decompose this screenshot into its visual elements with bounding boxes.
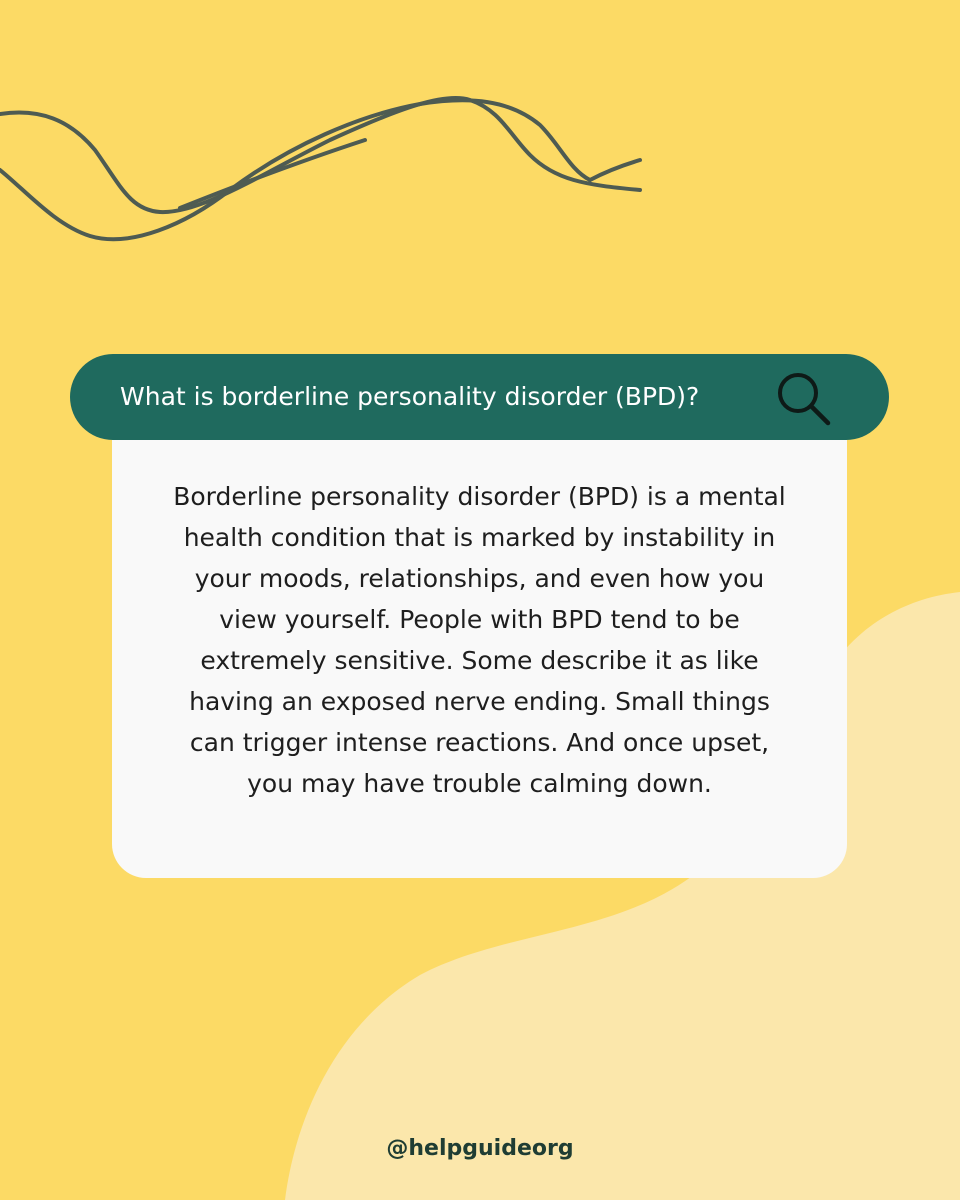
squiggle-lines xyxy=(0,98,640,239)
search-query-text: What is borderline personality disorder (BPD)? xyxy=(120,382,700,411)
search-bar[interactable] xyxy=(70,354,889,440)
answer-text: Borderline personality disorder (BPD) is a mental health condition that is marked by instability in your moods, relationships, and even how you view yourself. People with BPD tend to be extremely sensitive. Some describe it as like having an exposed nerve ending. Small things can trigger intense reactions. And once upset, you may have trouble calming down. xyxy=(173,482,786,798)
social-handle: @helpguideorg xyxy=(386,1136,574,1161)
answer-card xyxy=(112,440,847,878)
search-icon[interactable] xyxy=(773,368,833,428)
